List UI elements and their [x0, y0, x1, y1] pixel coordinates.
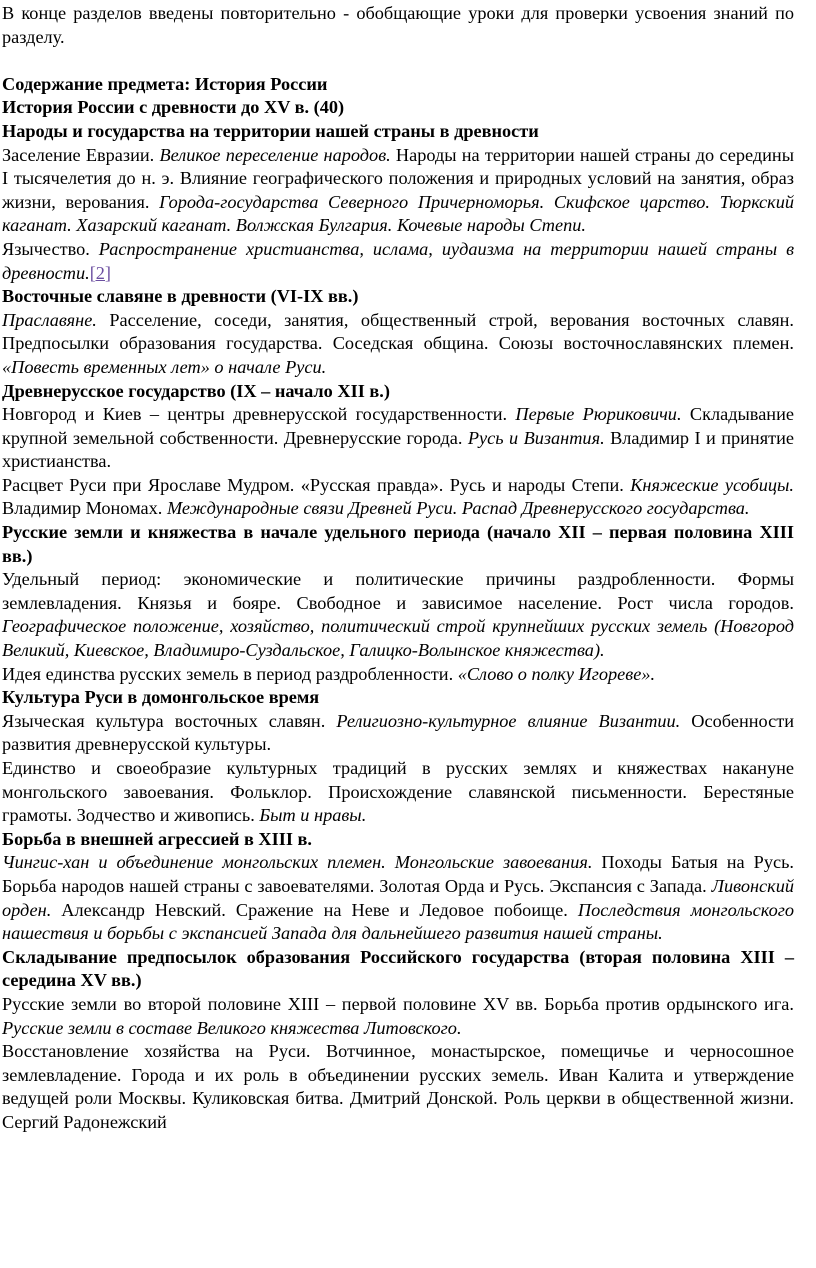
section-title-external-aggression: Борьба в внешней агрессией в XIII в. [2, 828, 312, 849]
text-run: Владимир I и принятие христианства. [2, 427, 795, 472]
section-title-russian-state-prerequisites: Складывание предпосылок образования Российского государства (вторая половина XIII – середина XV вв.) [2, 946, 794, 991]
text-run: Расцвет Руси при Ярославе Мудром. «Русская правда». Русь и народы Степи. [2, 474, 631, 495]
section-paragraph [2, 403, 794, 474]
section-paragraph [2, 309, 794, 380]
text-run-italic: Международные связи Древней Руси. Распад Древнерусского государства. [166, 498, 750, 519]
subject-heading: Содержание предмета: История России [2, 73, 328, 94]
text-run: Новгород и Киев – центры древнерусской государственности. [2, 404, 516, 425]
section-title-ancient-peoples: Народы и государства на территории нашей страны в древности [2, 120, 539, 141]
text-run-italic: Последствия монгольского нашествия и борьбы с экспансией Запада для дальнейшего развития нашей страны. [2, 899, 794, 944]
section-title-old-rus-state: Древнерусское государство (IX – начало XII в.) [2, 380, 390, 401]
section-title-pre-mongol-culture: Культура Руси в домонгольское время [2, 687, 320, 708]
section-title-east-slavs: Восточные славяне в древности (VI-IX вв.) [2, 286, 359, 307]
text-run: Складывание крупной земельной собственности. Древнерусские города. [2, 404, 794, 448]
text-run: Особенности развития древнерусской культуры. [2, 710, 794, 755]
section-paragraph [2, 568, 794, 662]
text-run: Александр Невский. Сражение на Неве и Ледовое побоище. [51, 899, 578, 920]
text-run: Расселение, соседи, занятия, общественный строй, верования восточных славян. Предпосылки образования государства. Соседская община. Союзы восточнославянских племен. [2, 309, 794, 354]
text-run-italic: «Повесть временных лет» о начале Руси. [2, 356, 327, 377]
section-paragraph [2, 238, 794, 285]
section-paragraph [2, 993, 794, 1040]
text-run-italic: Праславяне. [2, 309, 97, 330]
blank-line [2, 49, 794, 73]
text-run-italic: «Слово о полку Игореве». [457, 663, 656, 684]
text-run-italic: Города-государства Северного Причерноморья. Скифское царство. Тюркский каганат. Хазарский каганат. Волжская Булгария. Кочевые народы Степи. [2, 191, 794, 236]
text-run-italic: Княжеские усобицы. [630, 474, 794, 495]
text-run: Удельный период: экономические и политические причины раздробленности. Формы землевладения. Князья и бояре. Свободное и зависимое население. Рост числа городов. [2, 569, 794, 613]
footnote-link[interactable]: [2] [89, 262, 112, 283]
text-run: Владимир Мономах. [2, 498, 167, 519]
text-run-italic: Чингис-хан и объединение монгольских племен. Монгольские завоевания. [2, 852, 593, 873]
intro-paragraph: В конце разделов введены повторительно - обобщающие уроки для проверки усвоения знаний по разделу. [2, 3, 794, 47]
text-run: Народы на территории нашей страны до середины I тысячелетия до н. э. Влияние географического положения и природных условий на занятия, образ жизни, верования. [2, 144, 794, 212]
text-run: Единство и своеобразие культурных традиций в русских землях и княжествах накануне монгольского завоевания. Фольклор. Происхождение славянской письменности. Берестяные грамоты. Зодчество и живопись. [2, 758, 794, 826]
period-heading: История России с древности до XV в. (40) [2, 97, 345, 118]
text-run: Восстановление хозяйства на Руси. Вотчинное, монастырское, помещичье и черносошное землевладение. Города и их роль в объединении русских земель. Иван Калита и утверждение ведущей роли Москвы. Куликовская битва. Дмитрий Донской. Роль церкви в общественной жизни. Сергий Радонежский [2, 1041, 794, 1132]
section-title-appanage-period: Русские земли и княжества в начале удельного периода (начало XII – первая половина XIII вв.) [2, 522, 795, 566]
section-paragraph [2, 851, 794, 945]
text-run: Языческая культура восточных славян. [2, 710, 337, 731]
text-run-italic: Быт и нравы. [259, 805, 367, 826]
section-paragraph [2, 474, 794, 521]
text-run: Походы Батыя на Русь. Борьба народов нашей страны с завоевателями. Золотая Орда и Русь. Экспансия с Запада. [2, 852, 794, 896]
text-run: Заселение Евразии. [2, 144, 160, 165]
section-paragraph [2, 710, 794, 757]
text-run-italic: Первые Рюриковичи. [515, 404, 682, 425]
text-run: Язычество. [2, 238, 99, 259]
text-run-italic: Географическое положение, хозяйство, политический строй крупнейших русских земель (Новгород Великий, Киевское, Владимиро-Суздальское, Галицко-Волынское княжества). [2, 616, 794, 661]
section-paragraph [2, 144, 794, 238]
text-run-italic: Ливонский орден. [2, 875, 794, 920]
text-run: Идея единства русских земель в период раздробленности. [2, 663, 458, 684]
text-run: Русские земли во второй половине XIII – первой половине XV вв. Борьба против ордынского ига. [2, 993, 794, 1014]
section-paragraph [2, 663, 794, 687]
text-run-italic: Распространение христианства, ислама, иудаизма на территории нашей страны в древности. [2, 238, 794, 283]
text-run-italic: Религиозно-культурное влияние Византии. [336, 710, 681, 731]
text-run-italic: Русские земли в составе Великого княжества Литовского. [2, 1017, 462, 1038]
text-run-italic: Русь и Византия. [467, 427, 605, 448]
section-paragraph [2, 1040, 794, 1134]
text-run-italic: Великое переселение народов. [159, 144, 391, 165]
section-paragraph [2, 757, 794, 828]
